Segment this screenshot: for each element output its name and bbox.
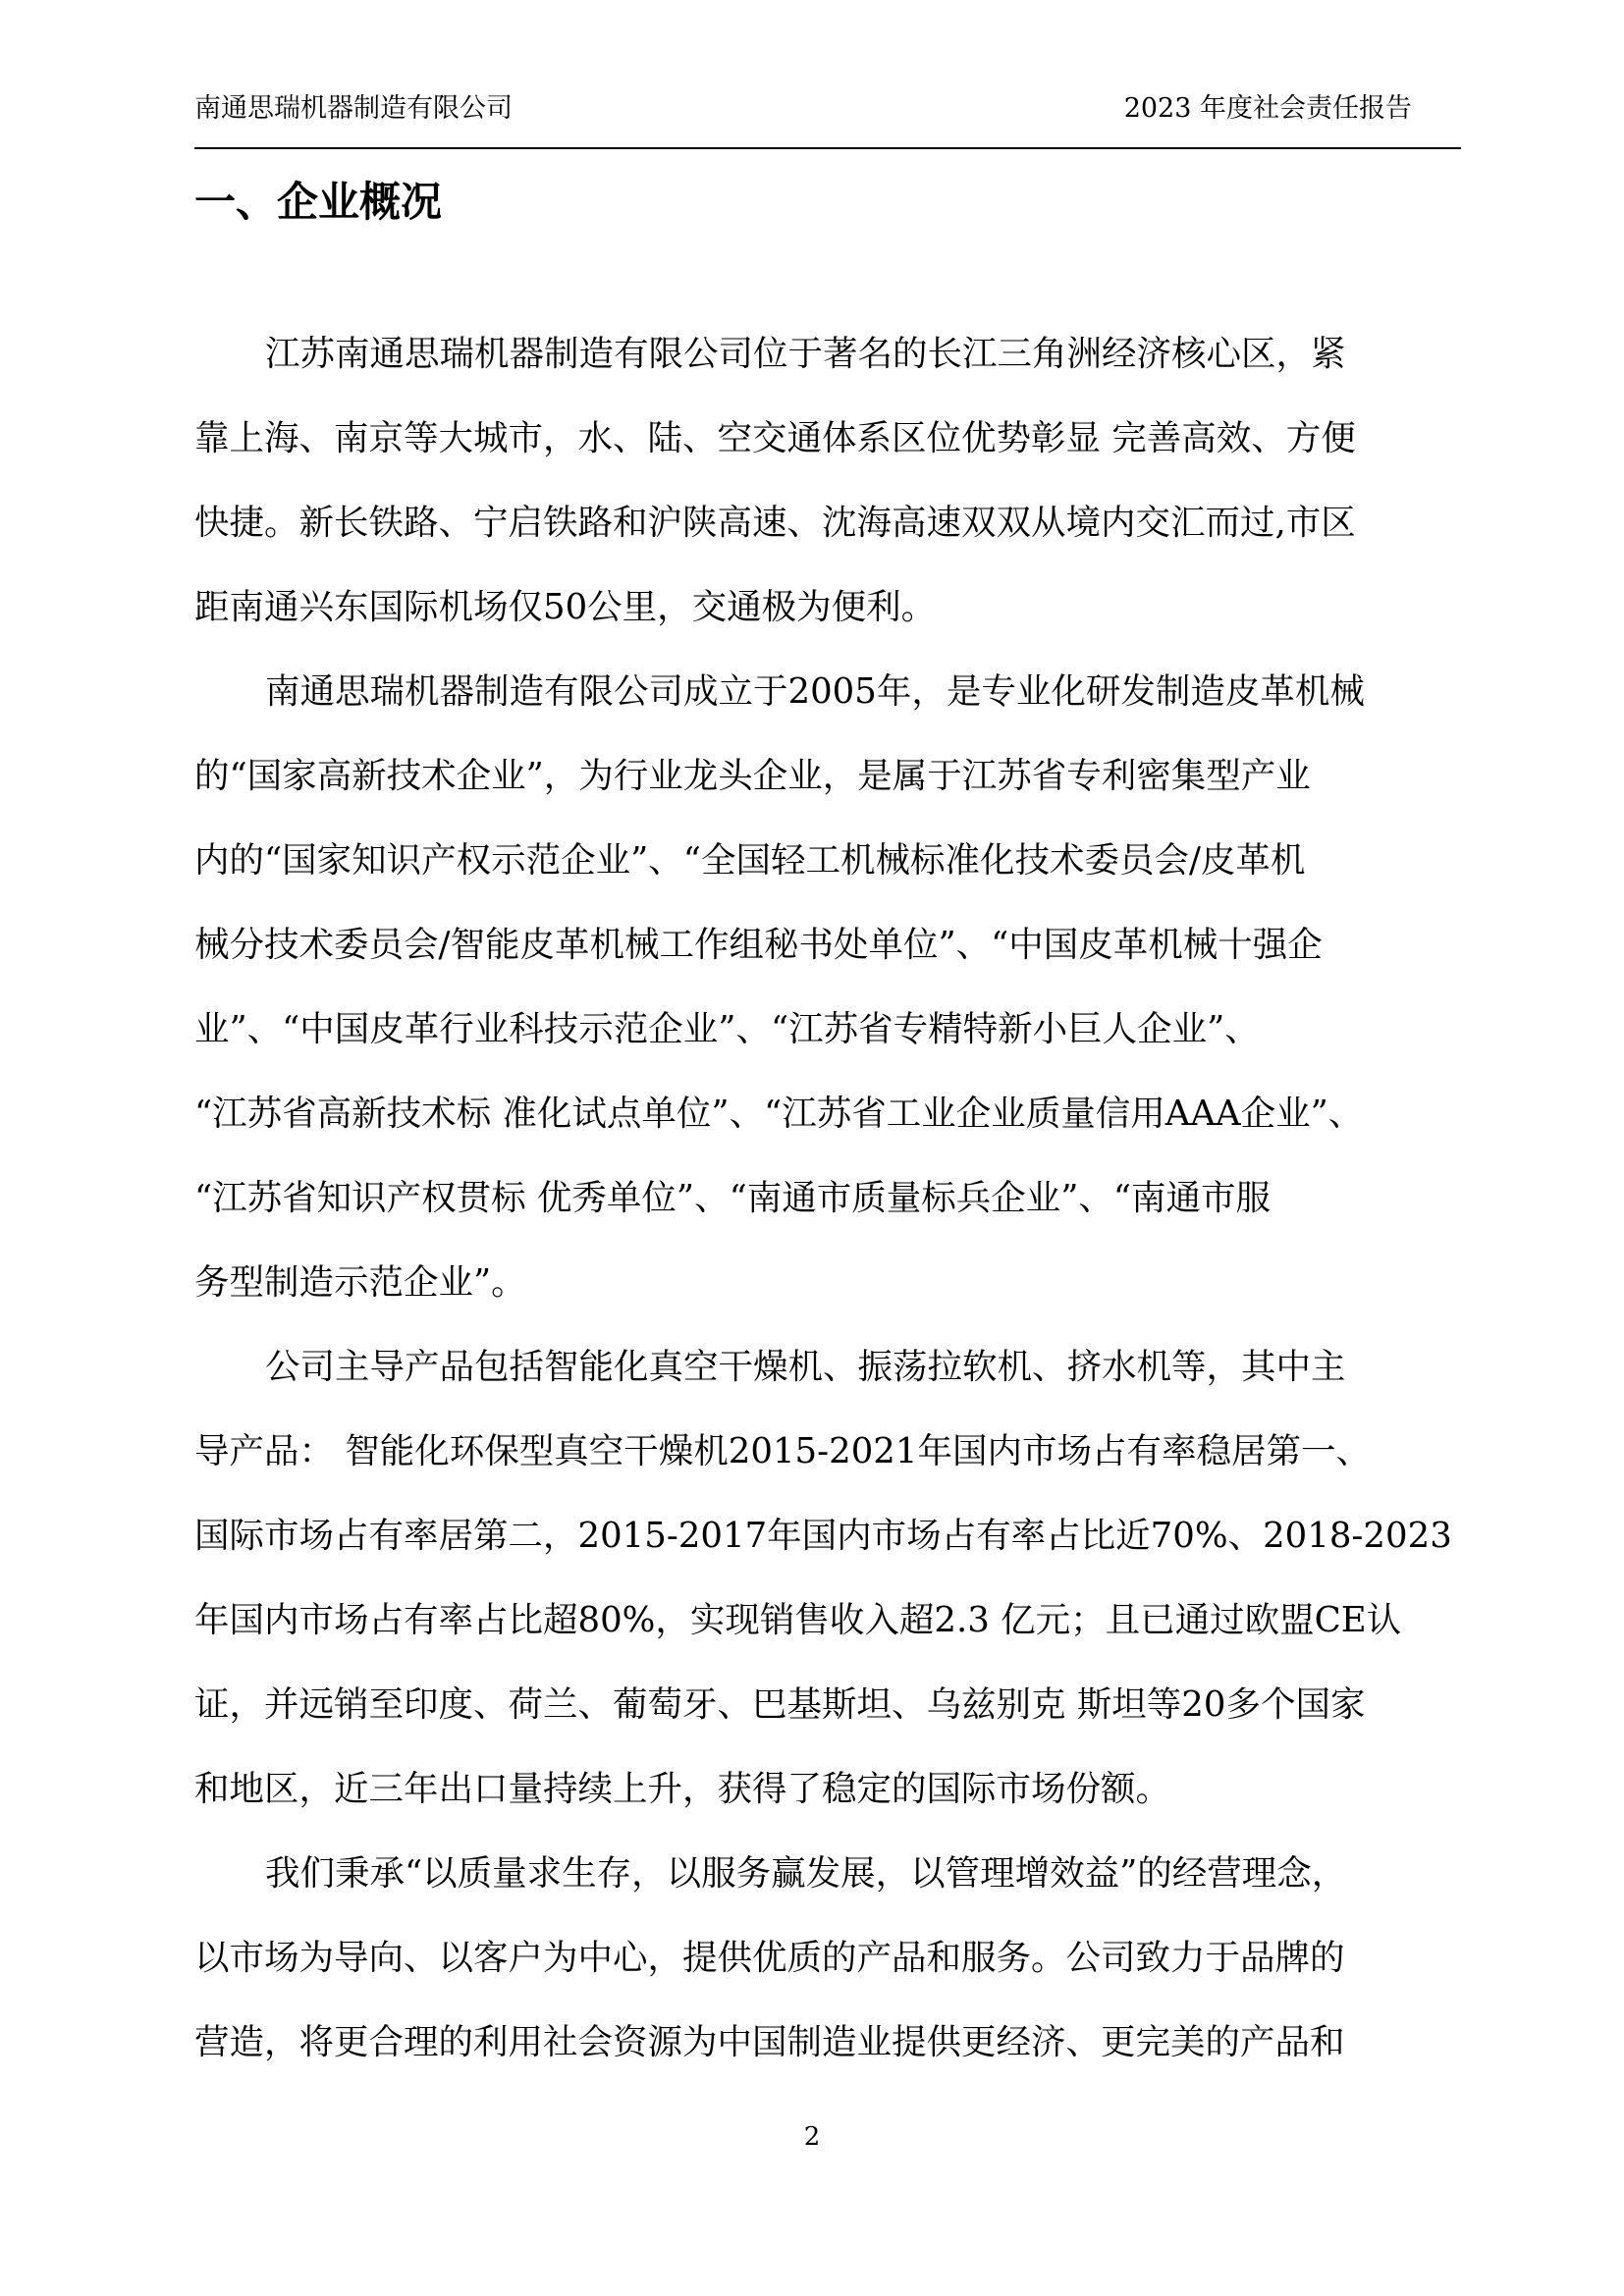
paragraph-3-line: 年国内市场占有率占比超80%，实现销售收入超2.3 亿元；且已通过欧盟CE认: [194, 1600, 1402, 1640]
paragraph-3-line: 和地区，近三年出口量持续上升，获得了稳定的国际市场份额。: [194, 1769, 1171, 1809]
paragraph-1-line: 快捷。新长铁路、宁启铁路和沪陕高速、沈海高速双双从境内交汇而过,市区: [194, 503, 1356, 543]
paragraph-2-line: 南通思瑞机器制造有限公司成立于2005年，是专业化研发制造皮革机械: [265, 671, 1365, 712]
paragraph-2-line: 务型制造示范企业”。: [194, 1262, 526, 1303]
header-divider: [194, 147, 1461, 149]
header-report-title: 2023 年度社会责任报告: [1123, 93, 1412, 124]
paragraph-2-line: 械分技术委员会/智能皮革机械工作组秘书处单位”、“中国皮革机械十强企: [194, 925, 1323, 965]
paragraph-2-line: “江苏省知识产权贯标 优秀单位”、“南通市质量标兵企业”、“南通市服: [194, 1178, 1272, 1218]
paragraph-2-line: 的“国家高新技术企业”，为行业龙头企业，是属于江苏省专利密集型产业: [194, 756, 1311, 796]
paragraph-3-line: 公司主导产品包括智能化真空干燥机、振荡拉软机、挤水机等，其中主: [265, 1347, 1346, 1387]
paragraph-1-line: 距南通兴东国际机场仅50公里，交通极为便利。: [194, 587, 937, 627]
body-text: [194, 312, 1461, 2085]
paragraph-1-line: 靠上海、南京等大城市，水、陆、空交通体系区位优势彰显 完善高效、方便: [194, 418, 1356, 458]
paragraph-4-line: 我们秉承“以质量求生存，以服务赢发展，以管理增效益”的经营理念，: [265, 1853, 1347, 1894]
paragraph-2-line: “江苏省高新技术标 准化试点单位”、“江苏省工业企业质量信用AAA企业”、: [194, 1094, 1364, 1134]
paragraph-2-line: 业”、“中国皮革行业科技示范企业”、“江苏省专精特新小巨人企业”、: [194, 1009, 1260, 1049]
paragraph-3-line: 国际市场占有率居第二，2015-2017年国内市场占有率占比近70%、2018-2023: [194, 1516, 1452, 1556]
paragraph-4-line: 营造，将更合理的利用社会资源为中国制造业提供更经济、更完美的产品和: [194, 2022, 1345, 2062]
page-number: 2: [803, 2122, 821, 2152]
header-company-name: 南通思瑞机器制造有限公司: [194, 93, 513, 124]
paragraph-2-line: 内的“国家知识产权示范企业”、“全国轻工机械标准化技术委员会/皮革机: [194, 840, 1306, 881]
paragraph-1-line: 江苏南通思瑞机器制造有限公司位于著名的长江三角洲经济核心区，紧: [265, 334, 1346, 374]
section-title: 一、企业概况: [194, 178, 443, 226]
paragraph-3-line: 证，并远销至印度、荷兰、葡萄牙、巴基斯坦、乌兹别克 斯坦等20多个国家: [194, 1684, 1366, 1725]
paragraph-4-line: 以市场为导向、以客户为中心，提供优质的产品和服务。公司致力于品牌的: [194, 1938, 1345, 1978]
paragraph-3-line: 导产品： 智能化环保型真空干燥机2015-2021年国内市场占有率稳居第一、: [194, 1431, 1371, 1471]
